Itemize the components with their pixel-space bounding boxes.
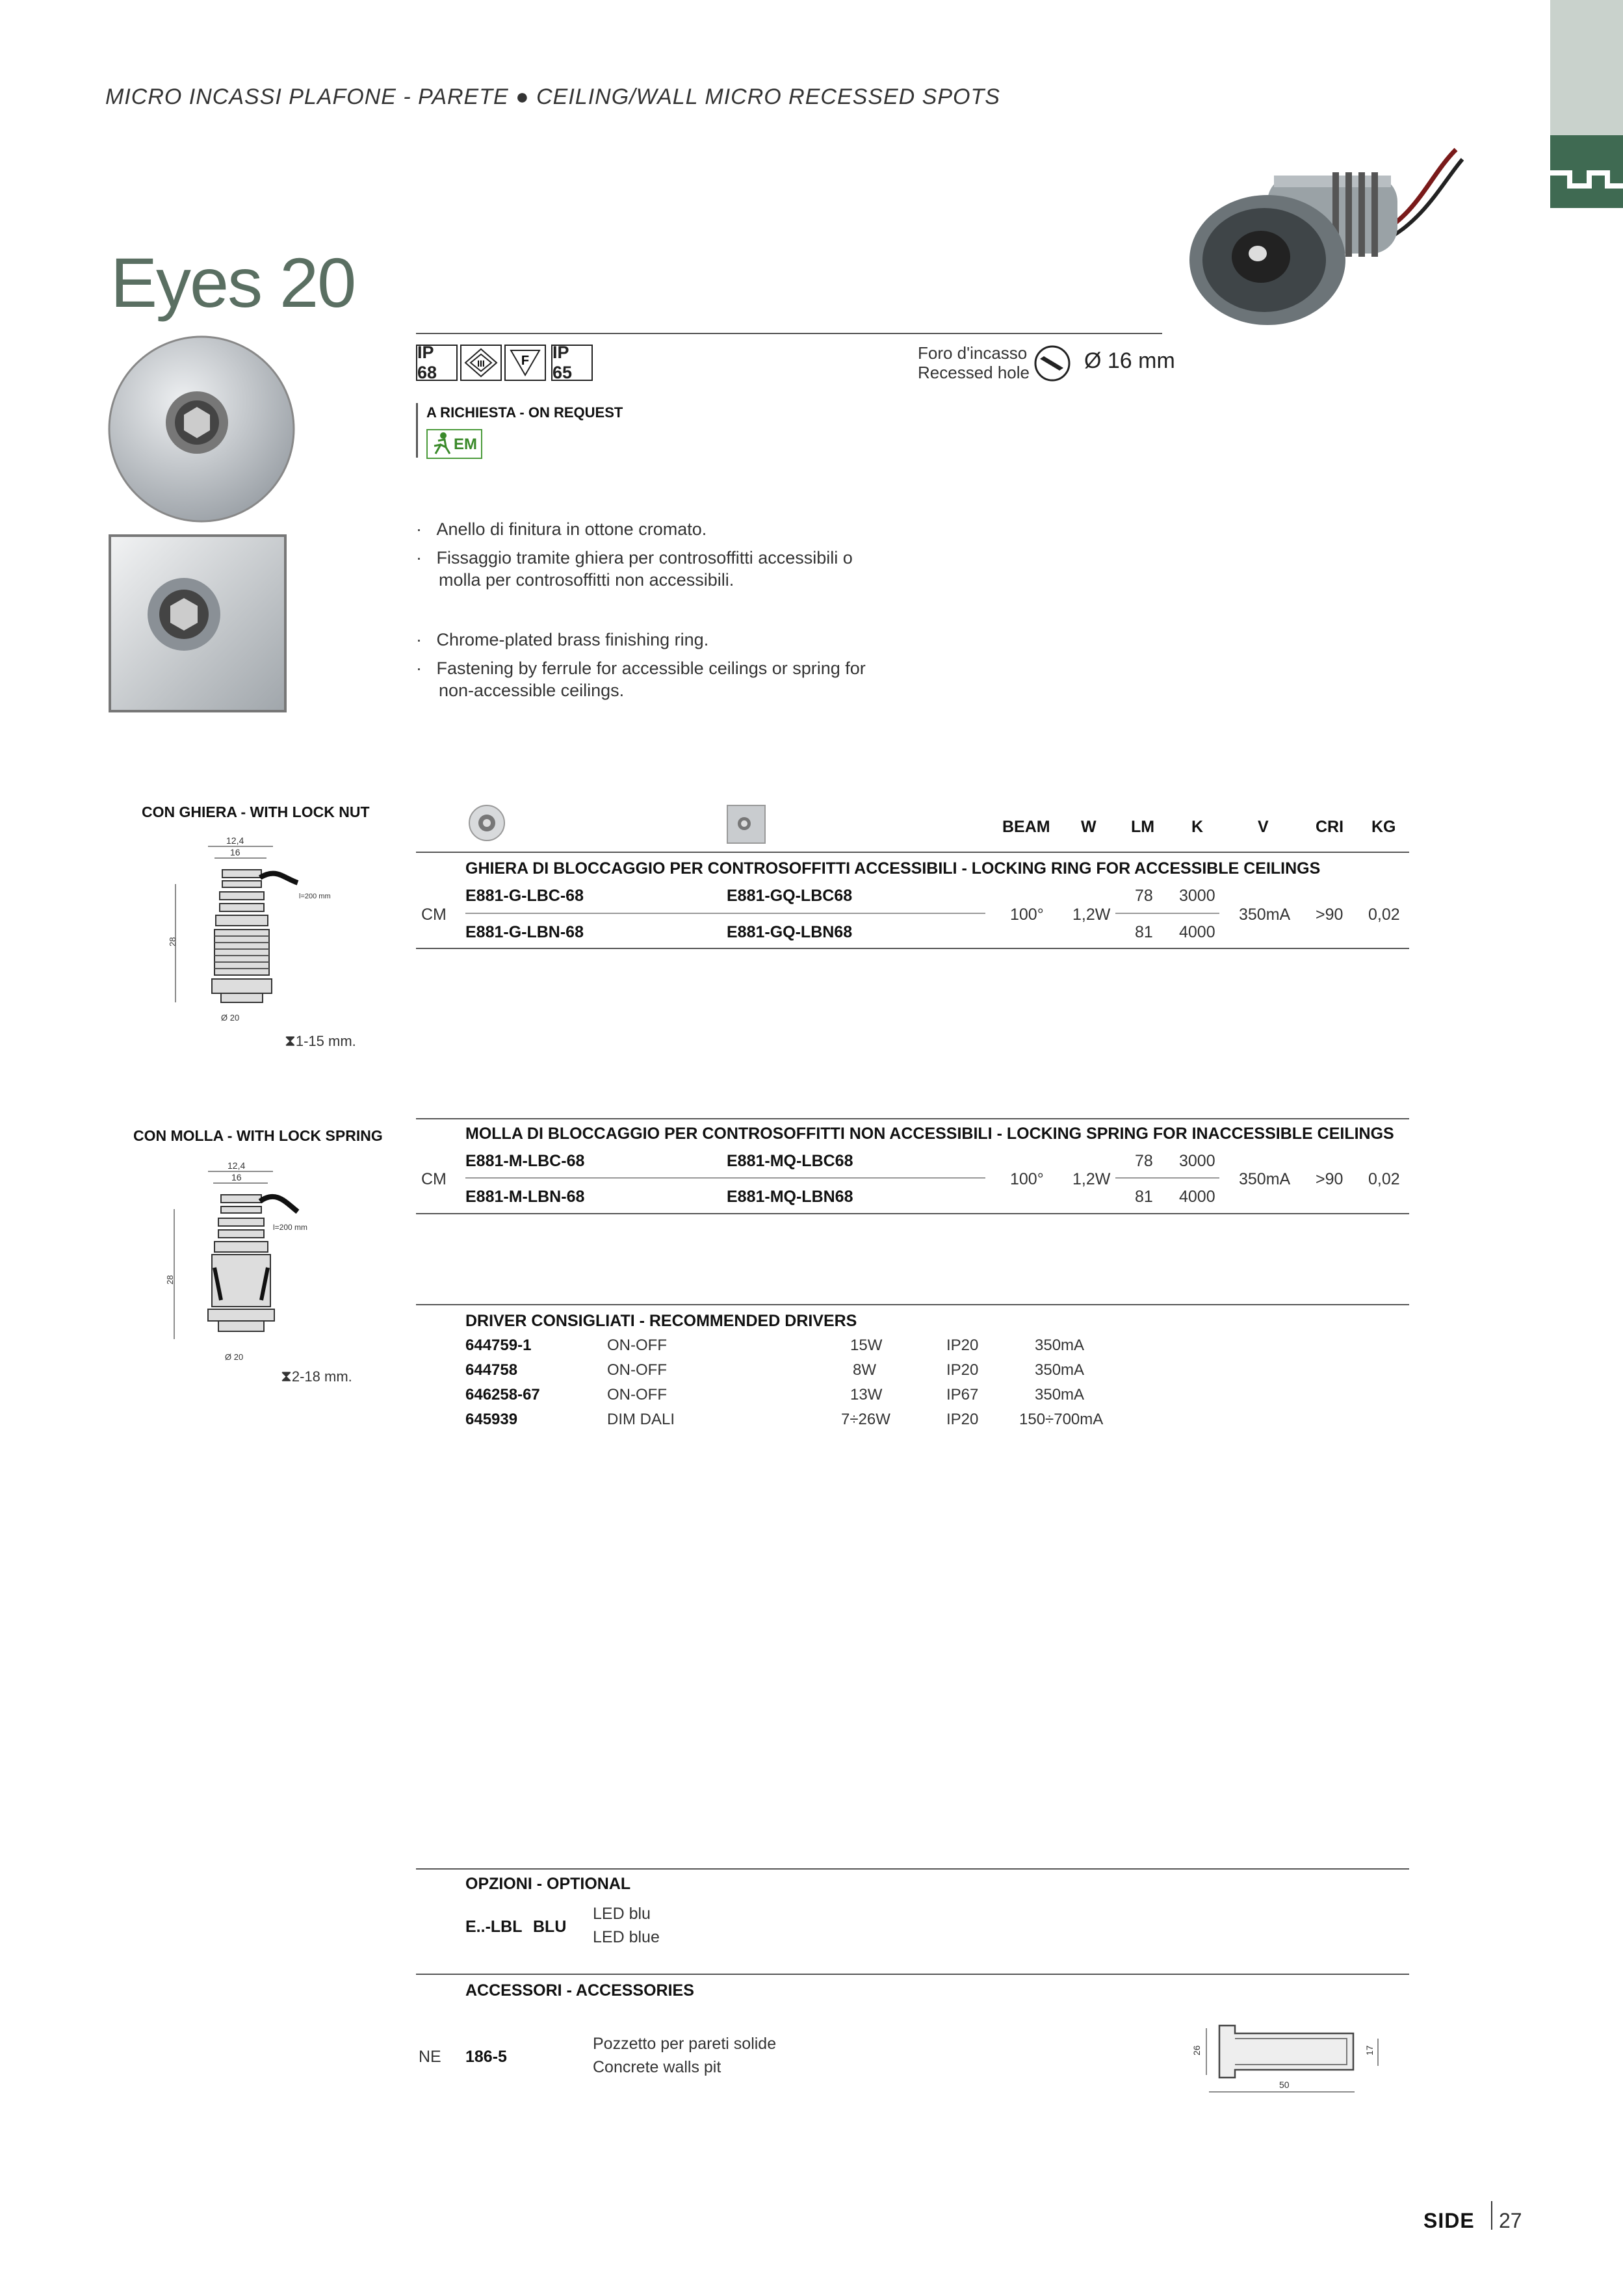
lock-spring-beam: 100° xyxy=(1010,1170,1044,1188)
features-it xyxy=(416,518,853,591)
ip68-badge: IP 68 xyxy=(416,345,458,381)
lock-nut-bottom-rule xyxy=(416,948,1409,949)
lock-spring-kg: 0,02 xyxy=(1368,1170,1400,1188)
lock-spring-bottom-rule xyxy=(416,1213,1409,1214)
lock-spring-k-1: 3000 xyxy=(1179,1152,1215,1170)
drivers-title: DRIVER CONSIGLIATI - RECOMMENDED DRIVERS xyxy=(465,1312,857,1330)
lock-nut-prefix: CM xyxy=(421,906,447,924)
side-tab-marker xyxy=(1550,135,1623,208)
recessed-hole-label xyxy=(918,343,1030,382)
product-photo xyxy=(1170,137,1469,332)
lock-nut-k-1: 3000 xyxy=(1179,887,1215,905)
col-w: W xyxy=(1081,818,1097,836)
class3-badge xyxy=(460,345,502,381)
features-en xyxy=(416,629,866,701)
driver-code: 645939 xyxy=(465,1411,518,1428)
optional-desc-it: LED blu xyxy=(593,1905,651,1923)
svg-text:Ø 20: Ø 20 xyxy=(221,1013,240,1023)
feature-en-2: · Fastening by ferrule for accessible ceilings or spring for xyxy=(416,659,866,678)
product-title: Eyes 20 xyxy=(110,243,356,322)
em-badge xyxy=(426,429,482,459)
svg-text:F: F xyxy=(521,354,530,368)
category-header: MICRO INCASSI PLAFONE - PARETE ● CEILING/WALL MICRO RECESSED SPOTS xyxy=(105,85,1000,109)
lock-nut-v: 350mA xyxy=(1239,906,1291,924)
footer-brand: SIDE xyxy=(1423,2209,1475,2232)
round-version-icon xyxy=(465,803,508,842)
accessory-desc-it: Pozzetto per pareti solide xyxy=(593,2035,777,2053)
driver-current: 350mA xyxy=(1035,1386,1085,1403)
lock-spring-lm-1: 78 xyxy=(1135,1152,1153,1170)
emergency-exit-icon xyxy=(430,432,452,455)
col-lm: LM xyxy=(1131,818,1155,836)
lock-nut-thickness: ⧗1-15 mm. xyxy=(285,1032,356,1050)
lock-spring-row-divider xyxy=(465,1177,985,1179)
feature-en-1: · Chrome-plated brass finishing ring. xyxy=(416,630,709,649)
col-k: K xyxy=(1191,818,1204,836)
lock-spring-round-code-2: E881-M-LBN-68 xyxy=(465,1188,585,1206)
accessory-code: 186-5 xyxy=(465,2048,507,2066)
driver-power: 15W xyxy=(850,1337,883,1354)
col-kg: KG xyxy=(1371,818,1396,836)
optional-title: OPZIONI - OPTIONAL xyxy=(465,1875,631,1893)
svg-text:III: III xyxy=(477,358,485,369)
lock-nut-row-divider xyxy=(465,913,985,914)
lock-spring-w: 1,2W xyxy=(1072,1170,1111,1188)
driver-power: 13W xyxy=(850,1386,883,1403)
lock-spring-top-rule xyxy=(416,1118,1409,1119)
driver-type: DIM DALI xyxy=(607,1411,675,1428)
svg-text:26: 26 xyxy=(1191,2045,1202,2055)
lock-nut-label: CON GHIERA - WITH LOCK NUT xyxy=(142,803,370,820)
lock-spring-cri: >90 xyxy=(1316,1170,1344,1188)
f-mark-badge xyxy=(504,345,546,381)
svg-text:16: 16 xyxy=(231,1172,242,1182)
optional-desc-en: LED blue xyxy=(593,1928,660,1946)
square-product-image xyxy=(107,533,292,715)
driver-current: 350mA xyxy=(1035,1361,1085,1379)
lock-spring-section-title: MOLLA DI BLOCCAGGIO PER CONTROSOFFITTI NON ACCESSIBILI - LOCKING SPRING FOR INACCESSIBLE CEILINGS xyxy=(465,1125,1394,1143)
lock-nut-k-2: 4000 xyxy=(1179,923,1215,941)
lock-nut-square-code-1: E881-GQ-LBC68 xyxy=(727,887,853,905)
thickness-icon-2: ⧗ xyxy=(281,1368,292,1385)
lock-spring-round-code-1: E881-M-LBC-68 xyxy=(465,1152,585,1170)
accessories-top-rule xyxy=(416,1974,1409,1975)
accessory-prefix: NE xyxy=(419,2048,441,2066)
col-beam: BEAM xyxy=(1002,818,1050,836)
svg-text:l=200 mm: l=200 mm xyxy=(299,893,331,900)
optional-code: E..-LBL xyxy=(465,1918,523,1936)
lock-spring-prefix: CM xyxy=(421,1170,447,1188)
driver-ip: IP20 xyxy=(946,1411,979,1428)
driver-power: 8W xyxy=(853,1361,876,1379)
driver-type: ON-OFF xyxy=(607,1337,667,1354)
footer-divider xyxy=(1491,2201,1492,2230)
badge-rule xyxy=(416,333,1162,334)
svg-text:l=200 mm: l=200 mm xyxy=(273,1223,308,1232)
driver-type: ON-OFF xyxy=(607,1361,667,1379)
on-request-label: A RICHIESTA - ON REQUEST xyxy=(426,404,623,421)
svg-text:12,4: 12,4 xyxy=(227,1160,246,1171)
driver-power: 7÷26W xyxy=(841,1411,890,1428)
lock-spring-label: CON MOLLA - WITH LOCK SPRING xyxy=(133,1127,383,1144)
f-mark-icon xyxy=(507,346,543,379)
lock-nut-section-title: GHIERA DI BLOCCAGGIO PER CONTROSOFFITTI ACCESSIBILI - LOCKING RING FOR ACCESSIBLE CEILINGS xyxy=(465,859,1321,878)
side-tab-top xyxy=(1550,0,1623,135)
svg-text:28: 28 xyxy=(165,1275,175,1285)
ip65-badge: IP 65 xyxy=(551,345,593,381)
svg-text:28: 28 xyxy=(168,937,177,946)
lock-spring-square-code-1: E881-MQ-LBC68 xyxy=(727,1152,853,1170)
recessed-label-it: Foro d'incasso xyxy=(918,343,1028,363)
on-request-bar xyxy=(416,403,418,458)
lock-nut-round-code-1: E881-G-LBC-68 xyxy=(465,887,584,905)
feature-en-2b: non-accessible ceilings. xyxy=(439,681,625,700)
round-product-image xyxy=(104,332,299,527)
drill-icon xyxy=(1033,345,1071,382)
lock-spring-row-divider-2 xyxy=(1115,1177,1219,1179)
drivers-top-rule xyxy=(416,1304,1409,1305)
recessed-hole-value: Ø 16 mm xyxy=(1084,348,1175,373)
svg-text:16: 16 xyxy=(230,847,240,857)
lock-nut-square-code-2: E881-GQ-LBN68 xyxy=(727,923,853,941)
driver-code: 644759-1 xyxy=(465,1337,532,1354)
driver-code: 644758 xyxy=(465,1361,518,1379)
lock-nut-drawing xyxy=(162,832,357,1027)
optional-color: BLU xyxy=(533,1918,567,1936)
feature-it-2b: molla per controsoffitti non accessibili. xyxy=(439,570,734,590)
col-v: V xyxy=(1258,818,1269,836)
lock-nut-lm-1: 78 xyxy=(1135,887,1153,905)
lock-nut-beam: 100° xyxy=(1010,906,1044,924)
lock-nut-cri: >90 xyxy=(1316,906,1344,924)
em-label: EM xyxy=(454,436,477,453)
recessed-label-en: Recessed hole xyxy=(918,363,1030,382)
driver-current: 150÷700mA xyxy=(1019,1411,1104,1428)
page-number: 27 xyxy=(1499,2209,1522,2232)
square-version-icon xyxy=(725,803,767,845)
lock-spring-thickness: ⧗2-18 mm. xyxy=(281,1368,352,1385)
lock-spring-v: 350mA xyxy=(1239,1170,1291,1188)
lock-spring-drawing xyxy=(156,1157,357,1365)
optional-top-rule xyxy=(416,1868,1409,1870)
driver-ip: IP20 xyxy=(946,1361,979,1379)
feature-it-1: · Anello di finitura in ottone cromato. xyxy=(416,519,707,539)
class3-icon xyxy=(463,346,499,379)
svg-text:12,4: 12,4 xyxy=(226,835,244,846)
col-cri: CRI xyxy=(1316,818,1344,836)
driver-current: 350mA xyxy=(1035,1337,1085,1354)
svg-text:Ø 20: Ø 20 xyxy=(225,1352,244,1362)
lock-spring-square-code-2: E881-MQ-LBN68 xyxy=(727,1188,853,1206)
lock-spring-k-2: 4000 xyxy=(1179,1188,1215,1206)
driver-ip: IP20 xyxy=(946,1337,979,1354)
feature-it-2: · Fissaggio tramite ghiera per controsoffitti accessibili o xyxy=(416,548,853,567)
accessory-desc-en: Concrete walls pit xyxy=(593,2058,721,2076)
driver-type: ON-OFF xyxy=(607,1386,667,1403)
svg-text:17: 17 xyxy=(1364,2045,1375,2055)
thickness-icon: ⧗ xyxy=(285,1032,296,1050)
lock-spring-lm-2: 81 xyxy=(1135,1188,1153,1206)
accessories-title: ACCESSORI - ACCESSORIES xyxy=(465,1981,694,2000)
lock-nut-kg: 0,02 xyxy=(1368,906,1400,924)
driver-ip: IP67 xyxy=(946,1386,979,1403)
pit-drawing xyxy=(1183,2002,1391,2113)
svg-text:50: 50 xyxy=(1279,2080,1290,2090)
lock-nut-lm-2: 81 xyxy=(1135,923,1153,941)
lock-nut-row-divider-2 xyxy=(1115,913,1219,914)
lock-nut-w: 1,2W xyxy=(1072,906,1111,924)
chapter-icon xyxy=(1550,135,1623,208)
lock-nut-top-rule xyxy=(416,852,1409,853)
lock-nut-round-code-2: E881-G-LBN-68 xyxy=(465,923,584,941)
driver-code: 646258-67 xyxy=(465,1386,540,1403)
